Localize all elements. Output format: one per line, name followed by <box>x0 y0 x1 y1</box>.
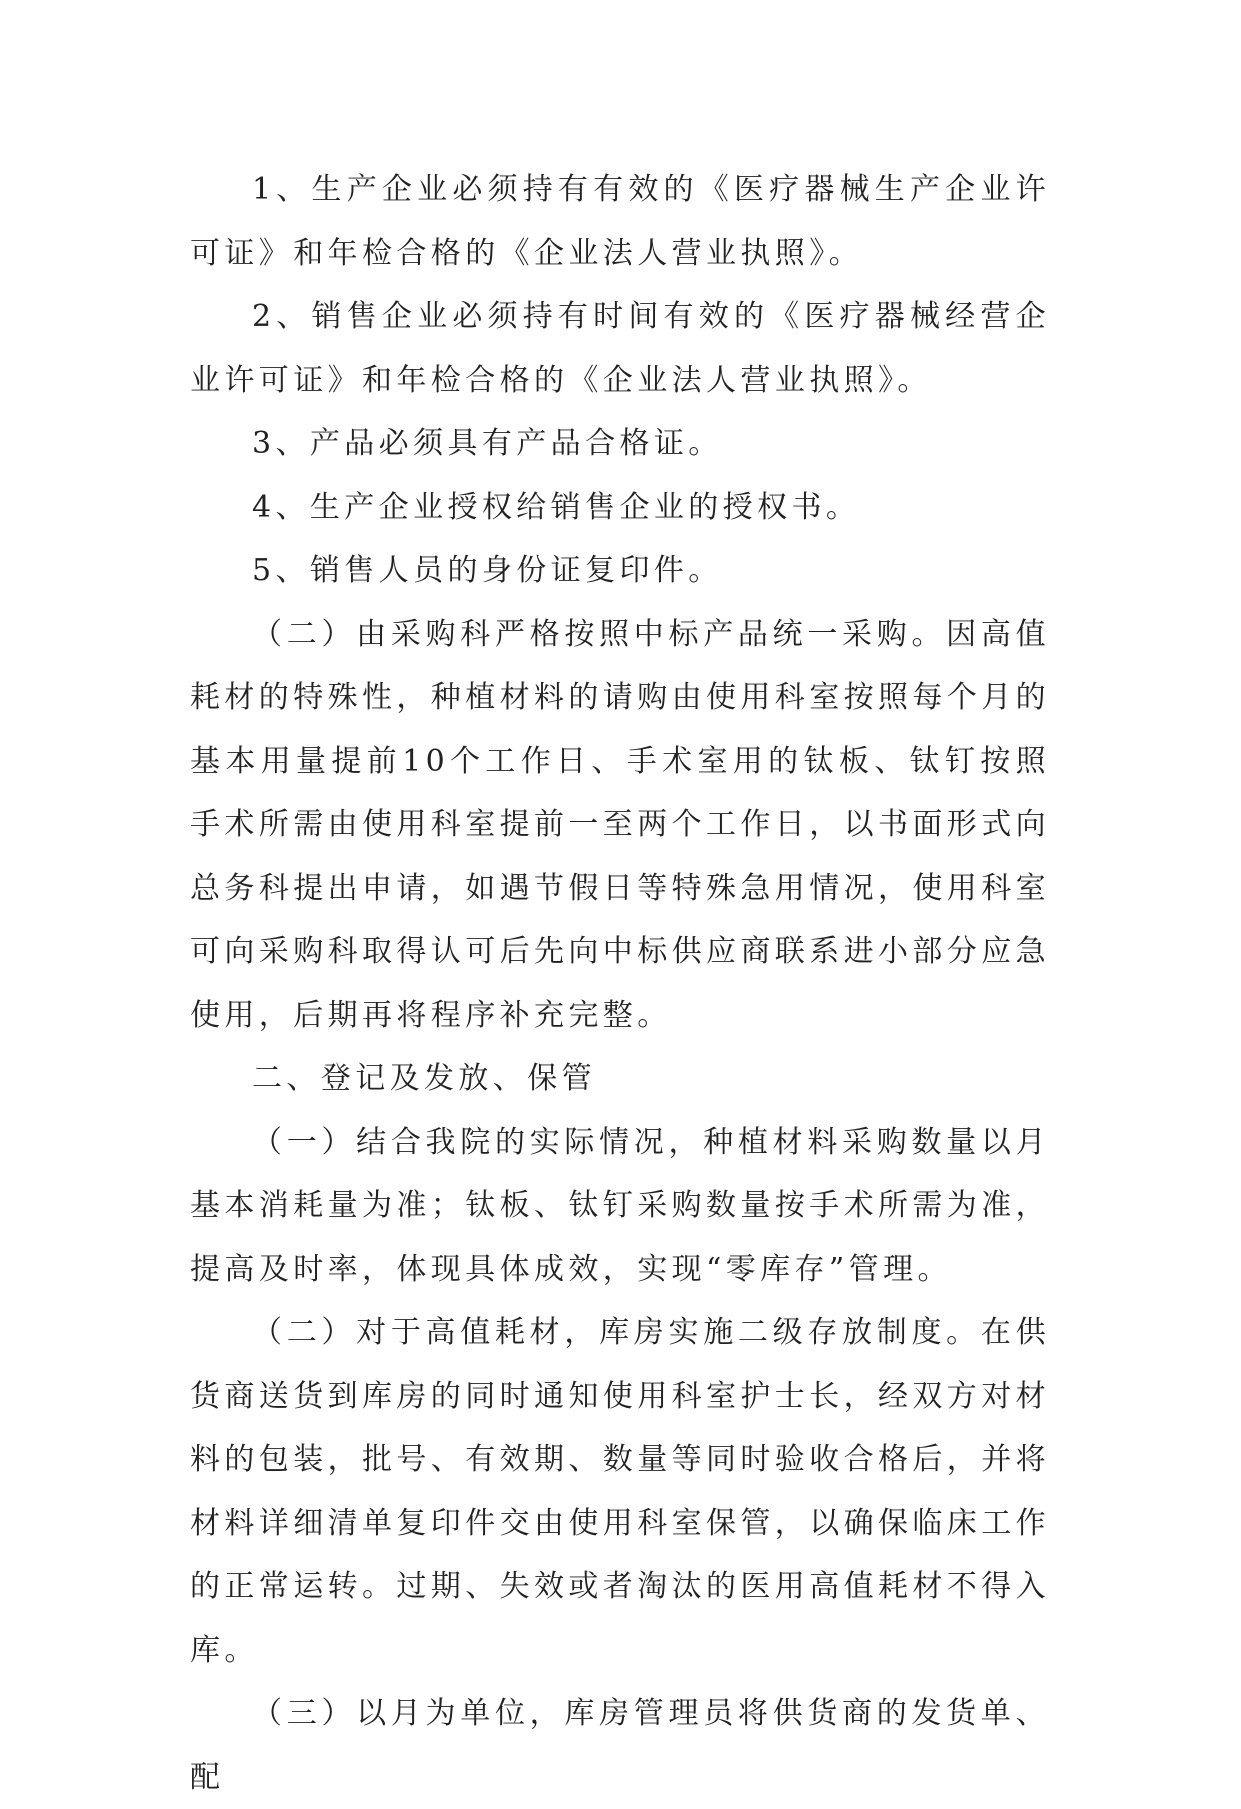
paragraph-monthly: （三）以月为单位，库房管理员将供货商的发货单、配 <box>190 1696 1050 1795</box>
paragraph-procurement: （二）由采购科严格按照中标产品统一采购。因高值耗材的特殊性，种植材料的请购由使用科室按照每个月的基本用量提前10个工作日、手术室用的钛板、钛钉按照手术所需由使用科室提前一至两个工作日，以书面形式向总务科提出申请，如遇节假日等特殊急用情况，使用科室可向采购科取得认可后先向中标供应商联系进小部分应急使用，后期再将程序补充完整。 <box>190 616 1050 1033</box>
paragraph-item-5: 5、销售人员的身份证复印件。 <box>252 553 723 588</box>
paragraph-storage: （二）对于高值耗材，库房实施二级存放制度。在供货商送货到库房的同时通知使用科室护士长，经双方对材料的包装，批号、有效期、数量等同时验收合格后，并将材料详细清单复印件交由使用科室保管，以确保临床工作的正常运转。过期、失效或者淘汰的医用高值耗材不得入库。 <box>190 1315 1050 1668</box>
paragraph-item-3: 3、产品必须具有产品合格证。 <box>252 426 723 461</box>
document-body <box>190 158 1050 1809</box>
section-heading: 二、登记及发放、保管 <box>252 1061 596 1096</box>
paragraph-item-4: 4、生产企业授权给销售企业的授权书。 <box>252 489 861 525</box>
paragraph-inventory: （一）结合我院的实际情况，种植材料采购数量以月基本消耗量为准；钛板、钛钉采购数量按手术所需为准，提高及时率，体现具体成效，实现“零库存”管理。 <box>190 1124 1050 1287</box>
paragraph-item-2: 2、销售企业必须持有时间有效的《医疗器械经营企业许可证》和年检合格的《企业法人营业执照》。 <box>190 299 1050 398</box>
paragraph-item-1: 1、生产企业必须持有有效的《医疗器械生产企业许可证》和年检合格的《企业法人营业执照》。 <box>190 172 1050 271</box>
